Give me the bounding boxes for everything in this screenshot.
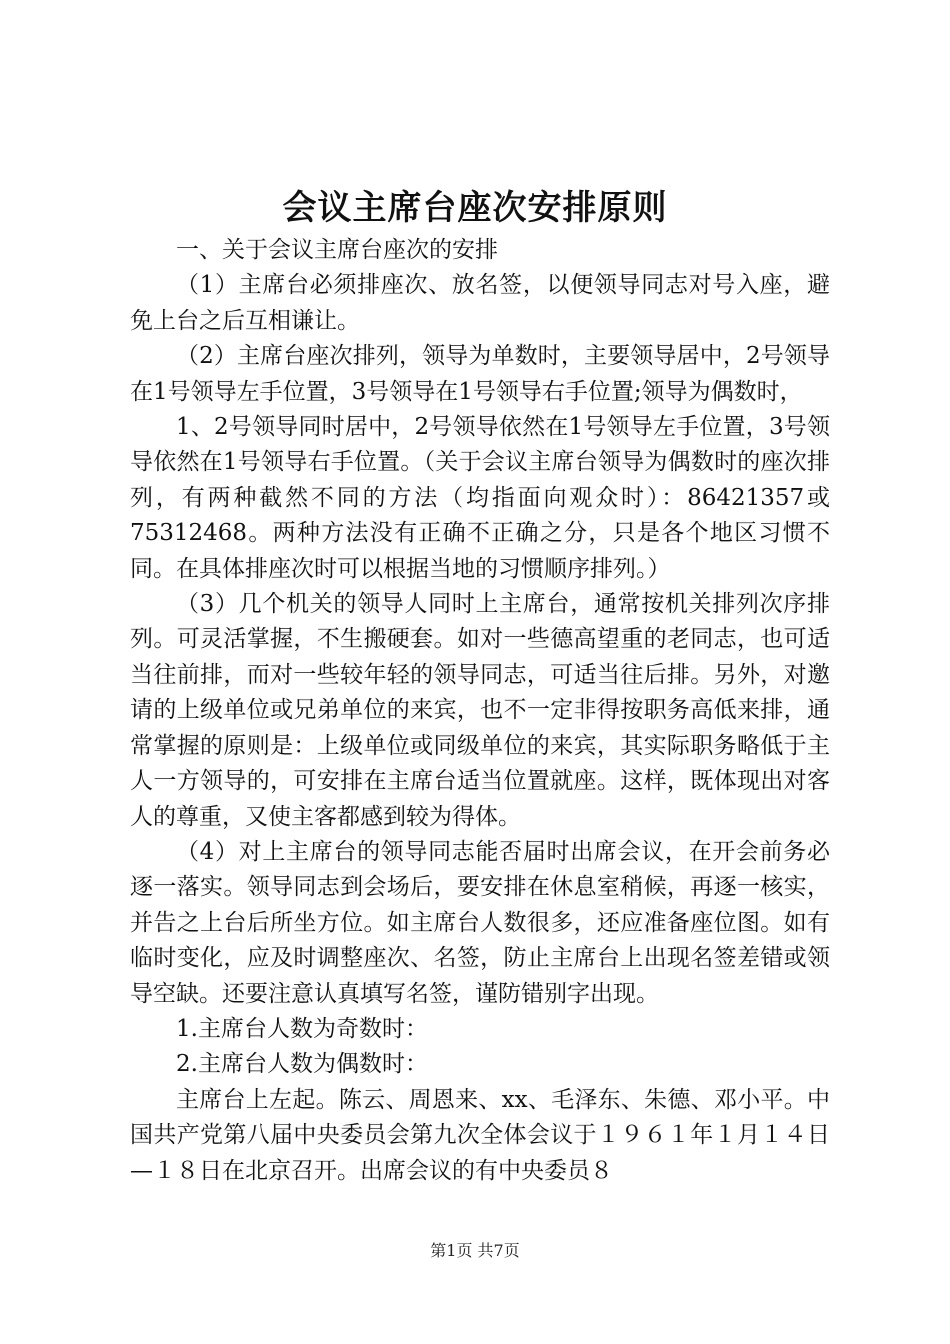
paragraph: （1）主席台必须排座次、放名签，以便领导同志对号入座，避免上台之后互相谦让。 [130,272,830,334]
document-body [130,233,830,1189]
page-footer: 第1页 共7页 [430,1241,520,1260]
document-title: 会议主席台座次安排原则 [282,188,668,228]
paragraph: （3）几个机关的领导人同时上主席台，通常按机关排列次序排列。可灵活掌握，不生搬硬套。如对一些德高望重的老同志，也可适当往前排，而对一些较年轻的领导同志，可适当往后排。另外，对邀请的上级单位或兄弟单位的来宾，也不一定非得按职务高低来排，通常掌握的原则是：上级单位或同级单位的来宾，其实际职务略低于主人一方领导的，可安排在主席台适当位置就座。这样，既体现出对客人的尊重，又使主客都感到较为得体。 [130,591,830,830]
section-heading: 一、关于会议主席台座次的安排 [176,237,498,263]
paragraph: 主席台上左起。陈云、周恩来、xx、毛泽东、朱德、邓小平。中国共产党第八届中央委员会第九次全体会议于１９６１年１月１４日—１８日在北京召开。出席会议的有中央委员８ [130,1086,830,1184]
paragraph: （4）对上主席台的领导同志能否届时出席会议，在开会前务必逐一落实。领导同志到会场后，要安排在休息室稍候，再逐一核实，并告之上台后所坐方位。如主席台人数很多，还应准备座位图。如有临时变化，应及时调整座次、名签，防止主席台上出现名签差错或领导空缺。还要注意认真填写名签，谨防错别字出现。 [130,838,830,1007]
list-item: 1.主席台人数为奇数时： [176,1015,428,1042]
paragraph: 1、2号领导同时居中，2号领导依然在1号领导左手位置，3号领导依然在1号领导右手位置。（关于会议主席台领导为偶数时的座次排列，有两种截然不同的方法（均指面向观众时）：86421357或75312468。两种方法没有正确不正确之分，只是各个地区习惯不同。在具体排座次时可以根据当地的习惯顺序排列。） [130,414,830,582]
paragraph: （2）主席台座次排列，领导为单数时，主要领导居中，2号领导在1号领导左手位置，3号领导在1号领导右手位置;领导为偶数时， [130,343,830,405]
list-item: 2.主席台人数为偶数时： [176,1051,428,1078]
